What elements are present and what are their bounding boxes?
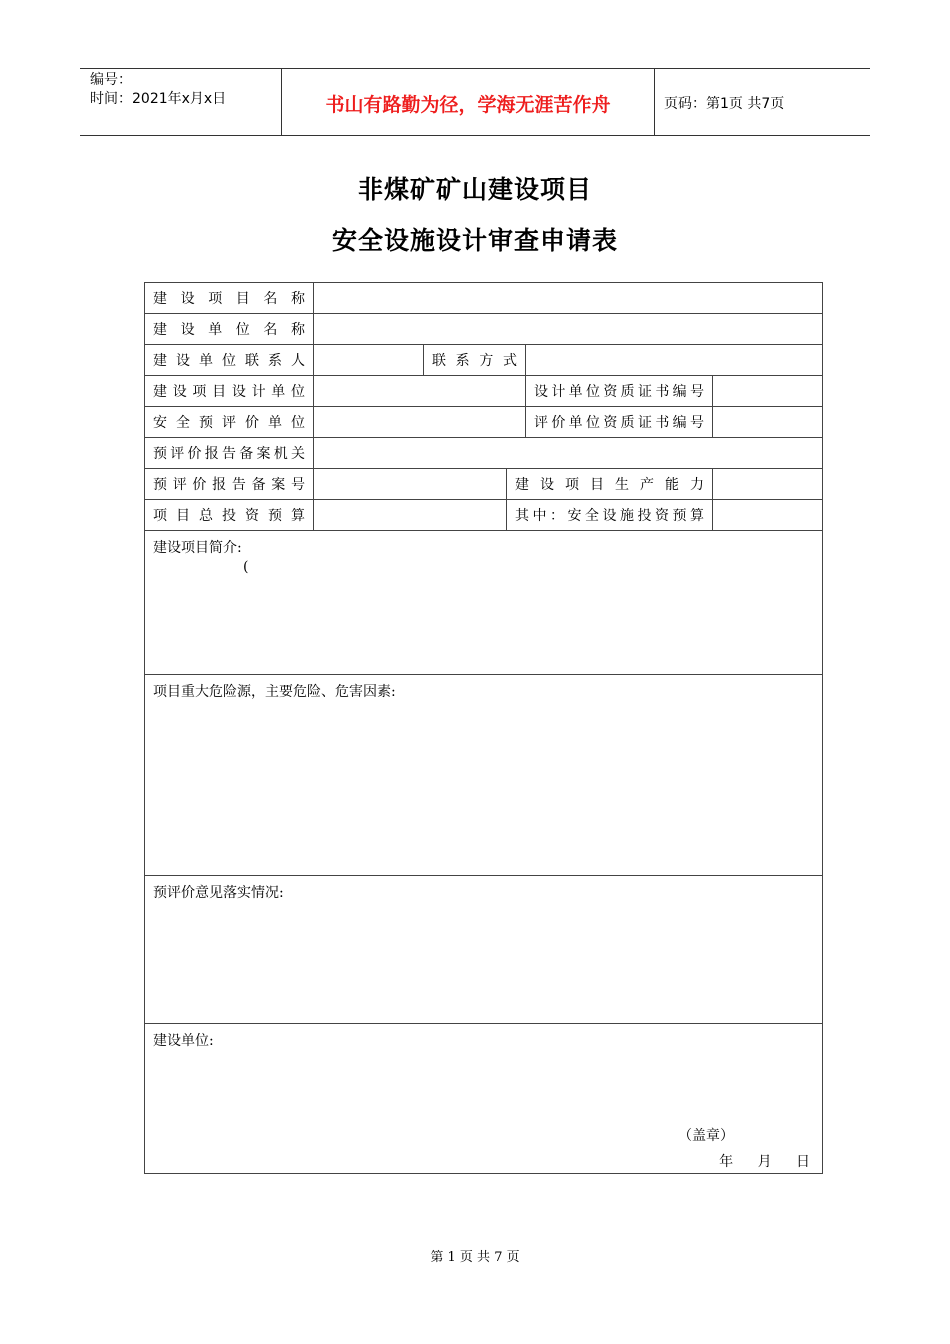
report-number-label: 预评价报告备案号 [145,469,314,500]
document-header [80,68,870,136]
contact-method-field[interactable] [526,345,823,376]
form-row-intro [145,531,823,675]
implementation-section[interactable] [145,876,823,1024]
header-motto: 书山有路勤为径，学海无涯苦作舟 [325,93,611,116]
number-label: 编号： [90,72,132,88]
safety-budget-label: 其中：安全设施投资预算 [507,500,713,531]
hazards-label: 项目重大危险源，主要危险、危害因素: [153,684,396,700]
unit-name-field[interactable] [314,314,823,345]
document-title-line1: 非煤矿矿山建设项目 [357,175,592,204]
header-divider-right [654,69,655,135]
form-row-project-name [145,283,823,314]
form-row-pre-eval-unit [145,407,823,438]
capacity-field[interactable] [713,469,823,500]
stamp-label: （盖章） [678,1128,735,1144]
report-agency-field[interactable] [314,438,823,469]
hazards-section[interactable] [145,675,823,876]
form-row-hazards [145,675,823,876]
budget-label: 项目总投资预算 [145,500,314,531]
document-title-line2: 安全设施设计审查申请表 [331,226,618,255]
capacity-label: 建设项目生产能力 [507,469,713,500]
unit-name-label: 建设单位名称 [145,314,314,345]
pre-eval-unit-field[interactable] [314,407,526,438]
contact-method-label: 联系方式 [424,345,526,376]
date-label: 年 月 日 [719,1154,811,1170]
contact-label: 建设单位联系人 [145,345,314,376]
pre-eval-unit-label: 安全预评价单位 [145,407,314,438]
form-row-report-number [145,469,823,500]
design-cert-label: 设计单位资质证书编号 [526,376,713,407]
application-form-table [144,282,823,1174]
design-cert-field[interactable] [713,376,823,407]
project-intro-section[interactable] [145,531,823,675]
time-label: 时间：2021年x月x日 [90,91,227,107]
form-row-contact [145,345,823,376]
form-row-report-agency [145,438,823,469]
form-row-unit-name [145,314,823,345]
page-footer: 第 1 页 共 7 页 [430,1250,520,1265]
builder-label: 建设单位: [153,1033,214,1049]
budget-field[interactable] [314,500,507,531]
project-name-label: 建设项目名称 [145,283,314,314]
form-row-design-unit [145,376,823,407]
eval-cert-label: 评价单位资质证书编号 [526,407,713,438]
header-meta [90,71,226,109]
eval-cert-field[interactable] [713,407,823,438]
project-name-field[interactable] [314,283,823,314]
design-unit-label: 建设项目设计单位 [145,376,314,407]
design-unit-field[interactable] [314,376,526,407]
form-row-implementation [145,876,823,1024]
project-intro-mark: ( [243,559,249,575]
report-agency-label: 预评价报告备案机关 [145,438,314,469]
implementation-label: 预评价意见落实情况: [153,885,284,901]
form-row-builder [145,1024,823,1174]
form-row-budget [145,500,823,531]
report-number-field[interactable] [314,469,507,500]
builder-section[interactable] [145,1024,823,1174]
safety-budget-field[interactable] [713,500,823,531]
header-page-info: 页码：第1页 共7页 [664,96,785,112]
project-intro-label: 建设项目简介: [153,540,242,556]
contact-field[interactable] [314,345,424,376]
